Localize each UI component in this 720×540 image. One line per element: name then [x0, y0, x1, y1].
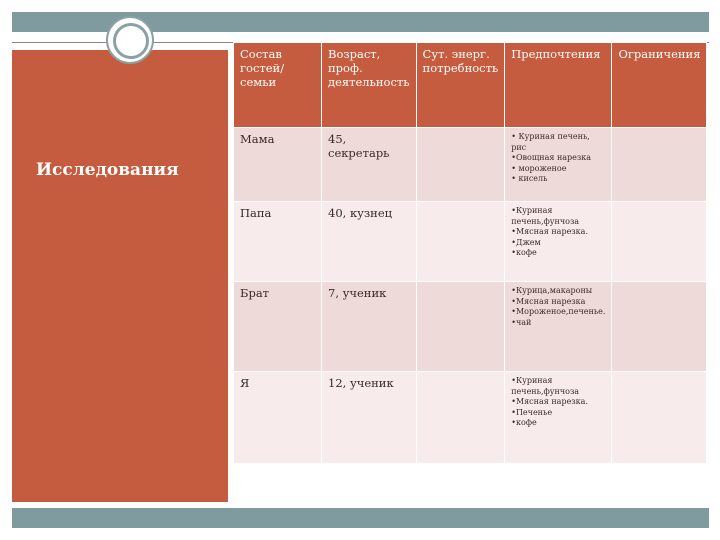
cell-preferences	[505, 282, 612, 372]
cell-age-profession: 40, кузнец	[322, 202, 417, 282]
cell-member: Я	[234, 372, 322, 464]
header-limitations: Ограничения	[612, 43, 707, 128]
cell-energy	[416, 372, 505, 464]
slide-title: Исследования	[36, 160, 179, 180]
table-row	[234, 282, 707, 372]
cell-member: Брат	[234, 282, 322, 372]
preference-item: •Курица,макароны	[511, 286, 593, 295]
table-row	[234, 128, 707, 202]
header-composition: Состав гостей/семьи	[234, 43, 322, 128]
cell-member: Папа	[234, 202, 322, 282]
preference-item: • кисель	[511, 174, 548, 183]
cell-member: Мама	[234, 128, 322, 202]
preference-item: •кофе	[511, 418, 537, 427]
preference-item: • Куриная печень, рис	[511, 132, 590, 152]
bottom-band	[12, 508, 709, 528]
research-table	[233, 42, 707, 464]
cell-energy	[416, 202, 505, 282]
preference-item: •Овощная нарезка	[511, 153, 592, 162]
cell-energy	[416, 128, 505, 202]
cell-preferences	[505, 372, 612, 464]
preference-item: •Мясная нарезка.	[511, 227, 588, 236]
header-energy: Сут. энерг. потребность	[416, 43, 505, 128]
table-header-row	[234, 43, 707, 128]
table-row	[234, 202, 707, 282]
preference-item: •Мясная нарезка	[511, 296, 586, 306]
cell-limitations	[612, 202, 707, 282]
preference-item: •Куриная печень,фунчоза	[511, 206, 580, 226]
preference-item: •кофе	[511, 248, 537, 257]
cell-limitations	[612, 282, 707, 372]
preference-item: • мороженое	[511, 163, 567, 173]
cell-preferences	[505, 202, 612, 282]
cell-limitations	[612, 372, 707, 464]
header-preferences: Предпочтения	[505, 43, 612, 128]
cell-preferences	[505, 128, 612, 202]
cell-age-profession: 7, ученик	[322, 282, 417, 372]
preference-item: •Мороженое,печенье.	[511, 307, 606, 316]
cell-limitations	[612, 128, 707, 202]
preference-item: •чай	[511, 317, 532, 327]
circle-ornament-icon	[106, 16, 154, 64]
cell-age-profession: 12, ученик	[322, 372, 417, 464]
table-row	[234, 372, 707, 464]
preference-item: •Печенье	[511, 407, 553, 417]
cell-age-profession: 45, секретарь	[322, 128, 417, 202]
header-age-profession: Возраст, проф. деятельность	[322, 43, 417, 128]
preference-item: •Куриная печень,фунчоза	[511, 376, 580, 396]
preference-item: •Мясная нарезка.	[511, 397, 588, 406]
left-panel	[12, 50, 228, 502]
preference-item: •Джем	[511, 237, 541, 247]
cell-energy	[416, 282, 505, 372]
